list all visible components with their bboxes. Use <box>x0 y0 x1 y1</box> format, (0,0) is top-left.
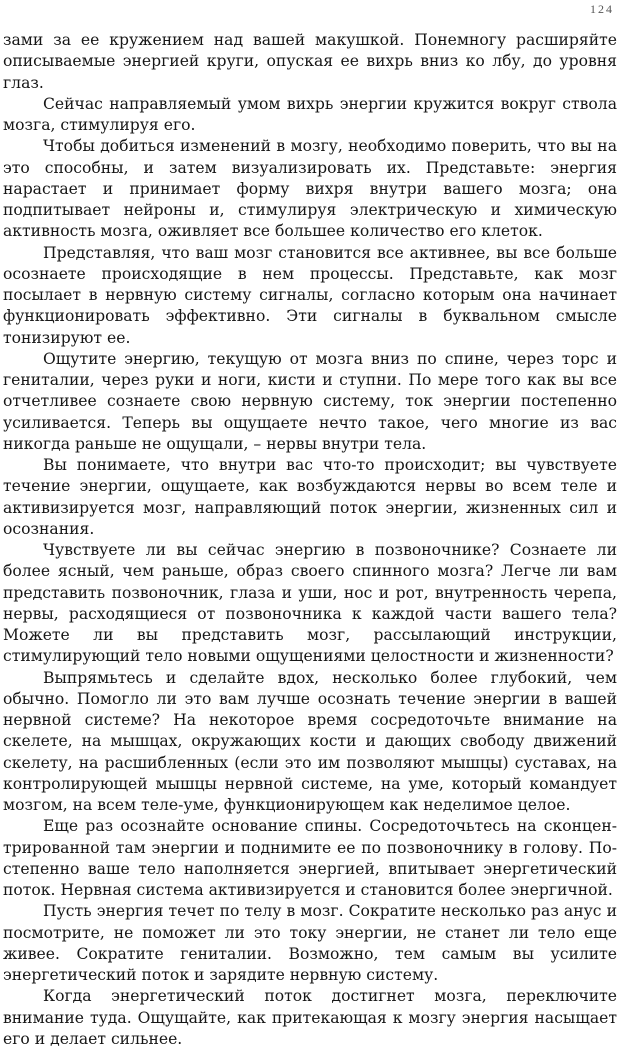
paragraph: Выпрямьтесь и сделайте вдох, несколько более глубокий, чем обычно. Помогло ли это вам лучше осознать течение энергии в вашей нервной системе? На некоторое время сосредоточьте внимание на скелете, на мышцах, окружающих кости и дающих свободу движений скелету, на расшибленных (если это им позволяют мышцы) суставах, на контролирующей мышцы нервной системе, на уме, который командует мозгом, на всем теле-уме, функционирующем как неделимое целое. <box>3 668 617 814</box>
paragraph: Еще раз осознайте основание спины. Сосредоточьтесь на сконцентрированной там энергии и поднимите ее по позвоночнику в голову. Постепенно ваше тело наполняется энергией, впитывает энергетический поток. Нервная система активизируется и становится более энергичной. <box>3 817 617 899</box>
paragraph: Представляя, что ваш мозг становится все активнее, вы все больше осознаете происходящие в нем процессы. Представьте, как мозг посылает в нервную систему сигналы, согласно которым она начинает функционировать эффективно. Эти сигналы в буквальном смысле тонизируют ее. <box>3 243 617 347</box>
page-number: 124 <box>590 2 614 16</box>
text-body <box>3 30 617 1050</box>
paragraph: Пусть энергия течет по телу в мозг. Сократите несколько раз анус и посмотрите, не поможет ли это току энергии, не станет ли тело еще живее. Сократите гениталии. Возможно, тем самым вы усилите энергетический поток и зарядите нервную систему. <box>3 902 617 984</box>
paragraph: Вы понимаете, что внутри вас что-то происходит; вы чувствуете течение энергии, ощущаете, как возбуждаются нервы во всем теле и активизируется мозг, направляющий поток энергии, жизненных сил и осознания. <box>3 456 617 538</box>
paragraph: Когда энергетический поток достигнет мозга, переключите внимание туда. Ощущайте, как притекающая к мозгу энергия насыщает его и делает сильнее. <box>3 987 617 1048</box>
paragraph: Чувствуете ли вы сейчас энергию в позвоночнике? Сознаете ли более ясный, чем раньше, образ своего спинного мозга? Легче ли вам представить позвоночник, глаза и уши, нос и рот, внутренность черепа, нервы, расходящиеся от позвоночника к каждой части вашего тела? Можете ли вы представить мозг, рассылающий инструкции, стимулирующий тело новыми ощущениями целостности и жизненности? <box>3 541 617 666</box>
paragraph: зами за ее кружением над вашей макушкой. Понемногу расширяйте описываемые энергией круги, опуская ее вихрь вниз ко лбу, до уровня глаз. <box>3 31 617 92</box>
paragraph: Чтобы добиться изменений в мозгу, необходимо поверить, что вы на это способны, и затем визуализировать их. Представьте: энергия нарастает и принимает форму вихря внутри вашего мозга; она подпитывает нейроны и, стимулируя электрическую и химическую активность мозга, оживляет все большее количество его клеток. <box>3 137 617 241</box>
paragraph: Сейчас направляемый умом вихрь энергии кружится вокруг ствола мозга, стимулируя его. <box>3 94 617 134</box>
paragraph: Ощутите энергию, текущую от мозга вниз по спине, через торс и гениталии, через руки и ноги, кисти и ступни. По мере того как вы все отчетливее сознаете свою нервную систему, ток энергии постепенно усиливается. Теперь вы ощущаете нечто такое, чего многие из вас никогда раньше не ощущали, – нервы внутри тела. <box>3 349 617 453</box>
